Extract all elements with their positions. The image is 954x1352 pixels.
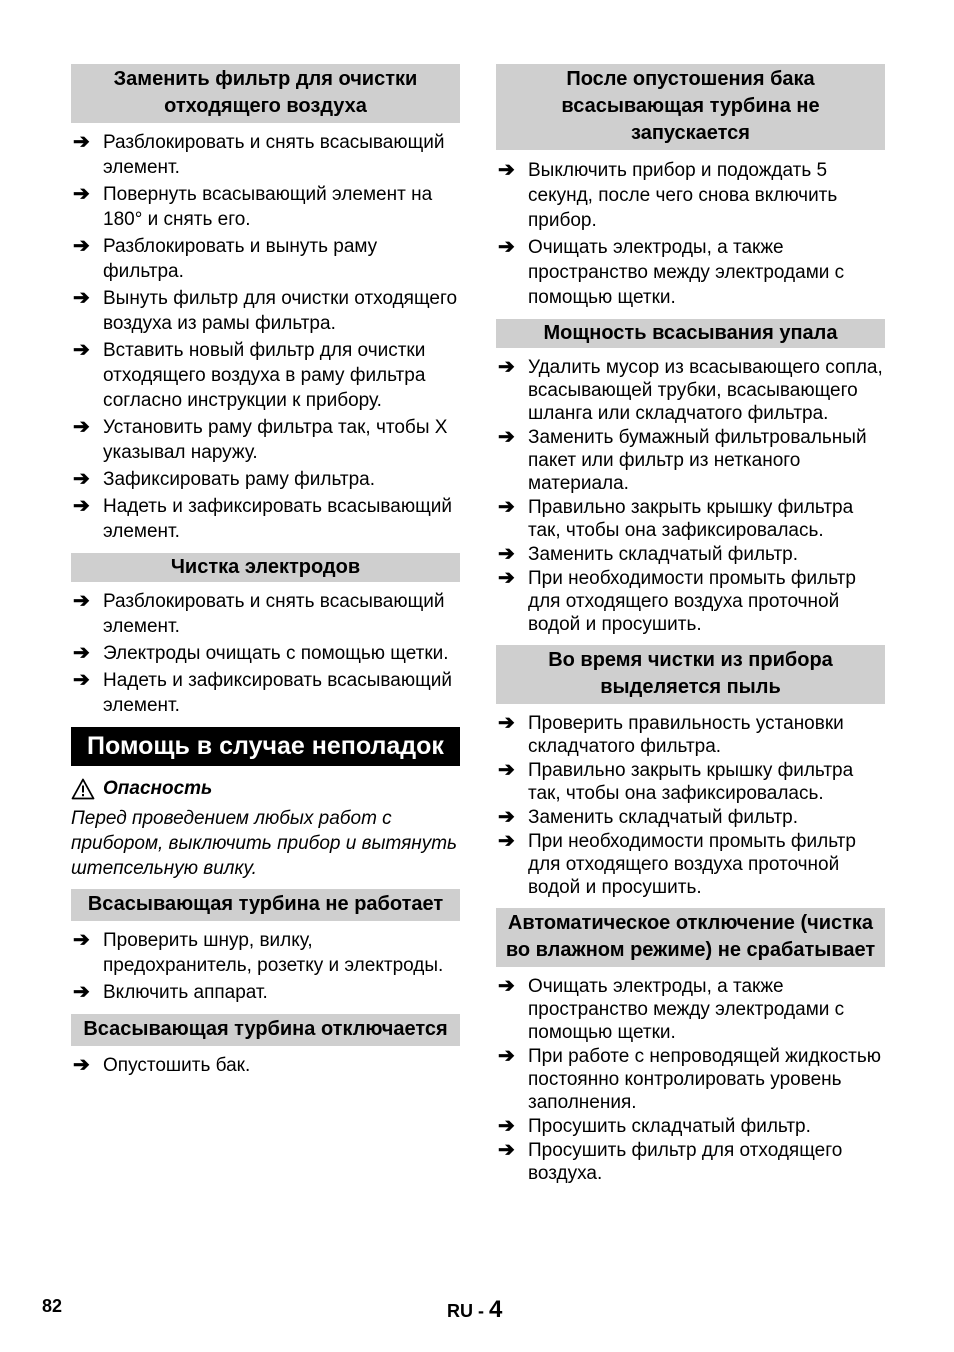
step-list [71, 1053, 460, 1078]
arrow-right-icon: ➔ [498, 830, 515, 852]
arrow-right-icon: ➔ [73, 339, 90, 361]
arrow-right-icon: ➔ [73, 287, 90, 309]
arrow-right-icon: ➔ [498, 759, 515, 781]
list-item: ➔ Проверить правильность установки складчатого фильтра. [498, 712, 844, 757]
arrow-right-icon: ➔ [73, 416, 90, 438]
list-item: ➔ Надеть и зафиксировать всасывающий элемент. [73, 669, 452, 716]
arrow-right-icon: ➔ [498, 356, 515, 378]
language-code: RU - [447, 1301, 484, 1321]
list-item: ➔ Заменить складчатый фильтр. [498, 806, 799, 828]
arrow-right-icon: ➔ [73, 981, 90, 1003]
list-item: ➔ Вынуть фильтр для очистки отходящего воздуха из рамы фильтра. [73, 287, 458, 334]
arrow-right-icon: ➔ [73, 642, 90, 664]
step-list [71, 130, 460, 544]
step-list [71, 589, 460, 718]
list-item: ➔ Разблокировать и вынуть раму фильтра. [73, 235, 378, 282]
list-item: ➔ Заменить складчатый фильтр. [498, 543, 799, 565]
right-column [496, 64, 885, 1194]
arrow-right-icon: ➔ [498, 975, 515, 997]
arrow-right-icon: ➔ [498, 426, 515, 448]
warning-triangle-icon [71, 778, 95, 800]
danger-title [71, 776, 460, 802]
section-number: 4 [489, 1296, 503, 1323]
arrow-right-icon: ➔ [498, 806, 515, 828]
section-title: Автоматическое отключение (чистка во влажном режиме) не срабатывает [496, 908, 885, 967]
arrow-right-icon: ➔ [73, 669, 90, 691]
list-item: ➔ Надеть и зафиксировать всасывающий элемент. [73, 495, 452, 542]
step-list [496, 975, 885, 1185]
section-title: Заменить фильтр для очистки отходящего воздуха [71, 64, 460, 123]
list-item: ➔ Заменить бумажный фильтровальный пакет или фильтр из нетканого материала. [498, 426, 867, 494]
arrow-right-icon: ➔ [498, 1045, 515, 1067]
list-item: ➔ Вставить новый фильтр для очистки отходящего воздуха в раму фильтра согласно инструкции к прибору. [73, 339, 426, 411]
step-list [71, 928, 460, 1005]
list-item: ➔ При необходимости промыть фильтр для отходящего воздуха проточной водой и просушить. [498, 830, 856, 898]
section-title: Мощность всасывания упала [496, 319, 885, 348]
list-item: ➔ При необходимости промыть фильтр для отходящего воздуха проточной водой и просушить. [498, 567, 856, 635]
arrow-right-icon: ➔ [73, 131, 90, 153]
arrow-right-icon: ➔ [73, 183, 90, 205]
list-item: ➔ Опустошить бак. [73, 1054, 251, 1076]
list-item: ➔ Очищать электроды, а также пространство между электродами с помощью щетки. [498, 975, 845, 1043]
arrow-right-icon: ➔ [73, 468, 90, 490]
arrow-right-icon: ➔ [73, 590, 90, 612]
left-column [71, 64, 460, 1087]
arrow-right-icon: ➔ [498, 496, 515, 518]
list-item: ➔ Повернуть всасывающий элемент на 180° и снять его. [73, 183, 433, 230]
list-item: ➔ Разблокировать и снять всасывающий элемент. [73, 131, 445, 178]
list-item: ➔ Удалить мусор из всасывающего сопла, всасывающей трубки, всасывающего шланга или складчатого фильтра. [498, 356, 883, 424]
list-item: ➔ Очищать электроды, а также пространство между электродами с помощью щетки. [498, 236, 845, 308]
list-item: ➔ Зафиксировать раму фильтра. [73, 468, 376, 490]
section-title: Всасывающая турбина отключается [71, 1014, 460, 1046]
step-list [496, 158, 885, 310]
arrow-right-icon: ➔ [498, 567, 515, 589]
list-item: ➔ Установить раму фильтра так, чтобы Х указывал наружу. [73, 416, 448, 463]
arrow-right-icon: ➔ [73, 235, 90, 257]
arrow-right-icon: ➔ [498, 236, 515, 258]
arrow-right-icon: ➔ [498, 712, 515, 734]
list-item: ➔ Правильно закрыть крышку фильтра так, чтобы она зафиксировалась. [498, 759, 854, 804]
list-item: ➔ Просушить фильтр для отходящего воздуха. [498, 1139, 843, 1184]
list-item: ➔ Включить аппарат. [73, 981, 268, 1003]
arrow-right-icon: ➔ [73, 1054, 90, 1076]
list-item: ➔ Выключить прибор и подождать 5 секунд, после чего снова включить прибор. [498, 159, 838, 231]
danger-text: Перед проведением любых работ с прибором, выключить прибор и вытянуть штепсельную вилку. [71, 808, 458, 879]
section-title: Во время чистки из прибора выделяется пыль [496, 645, 885, 704]
arrow-right-icon: ➔ [498, 543, 515, 565]
section-title: Всасывающая турбина не работает [71, 889, 460, 921]
list-item: ➔ Разблокировать и снять всасывающий элемент. [73, 590, 445, 637]
list-item: ➔ При работе с непроводящей жидкостью постоянно контролировать уровень заполнения. [498, 1045, 882, 1113]
page-code [447, 1296, 502, 1324]
section-title: Чистка электродов [71, 553, 460, 582]
step-list [496, 712, 885, 899]
step-list [496, 356, 885, 636]
list-item: ➔ Просушить складчатый фильтр. [498, 1115, 811, 1137]
list-item: ➔ Правильно закрыть крышку фильтра так, чтобы она зафиксировалась. [498, 496, 854, 541]
arrow-right-icon: ➔ [73, 495, 90, 517]
arrow-right-icon: ➔ [73, 929, 90, 951]
arrow-right-icon: ➔ [498, 1139, 515, 1161]
chapter-heading: Помощь в случае неполадок [71, 727, 460, 766]
arrow-right-icon: ➔ [498, 159, 515, 181]
page-number: 82 [42, 1296, 63, 1316]
list-item: ➔ Электроды очищать с помощью щетки. [73, 642, 449, 664]
section-title: После опустошения бака всасывающая турбина не запускается [496, 64, 885, 150]
danger-label: Опасность [103, 778, 213, 799]
list-item: ➔ Проверить шнур, вилку, предохранитель, розетку и электроды. [73, 929, 444, 976]
arrow-right-icon: ➔ [498, 1115, 515, 1137]
